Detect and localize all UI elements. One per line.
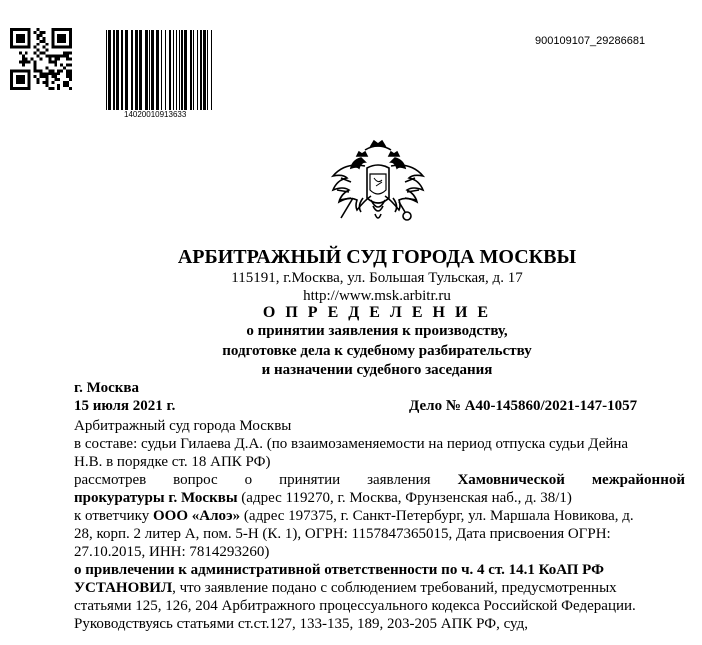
city: г. Москва xyxy=(74,380,139,396)
word: принятии xyxy=(279,472,341,488)
court-website: http://www.msk.arbitr.ru xyxy=(303,288,451,304)
body-line-11: статьями 125, 126, 204 Арбитражного процессуального кодекса Российской Федерации. xyxy=(74,598,636,614)
respondent-prefix: к ответчику xyxy=(74,508,153,524)
established-keyword: УСТАНОВИЛ xyxy=(74,580,173,596)
body-line-9: о привлечении к административной ответственности по ч. 4 ст. 14.1 КоАП РФ xyxy=(74,562,604,578)
body-line-8: 27.10.2015, ИНН: 7814293260) xyxy=(74,544,270,560)
decision-date: 15 июля 2021 г. xyxy=(74,398,176,414)
case-number: Дело № А40-145860/2021-147-1057 xyxy=(409,398,638,414)
court-name: АРБИТРАЖНЫЙ СУД ГОРОДА МОСКВЫ xyxy=(177,246,577,268)
body-line-10 xyxy=(74,580,617,597)
russian-double-headed-eagle-emblem-icon xyxy=(327,136,429,244)
body-line-3: Н.В. в порядке ст. 18 АПК РФ) xyxy=(74,454,271,470)
qr-code-icon xyxy=(10,28,72,90)
barcode-icon xyxy=(106,30,212,110)
body-line-4 xyxy=(74,472,685,489)
word: вопрос xyxy=(173,472,218,488)
court-address: 115191, г.Москва, ул. Большая Тульская, д. 17 xyxy=(231,270,523,286)
established-text: , что заявление подано с соблюдением требований, предусмотренных xyxy=(172,580,617,596)
subtitle-line-1: о принятии заявления к производству, xyxy=(246,323,508,339)
respondent-address: (адрес 197375, г. Санкт-Петербург, ул. Маршала Новикова, д. xyxy=(240,508,634,524)
body-line-1: Арбитражный суд города Москвы xyxy=(74,418,292,434)
applicant-name-part: Хамовнической xyxy=(457,472,565,488)
applicant-address: (адрес 119270, г. Москва, Фрунзенская наб., д. 38/1) xyxy=(237,490,572,506)
subtitle-line-2: подготовке дела к судебному разбирательству xyxy=(222,343,532,359)
body-line-7: 28, корп. 2 литер А, пом. 5-Н (К. 1), ОГРН: 1157847365015, Дата присвоения ОГРН: xyxy=(74,526,611,542)
body-line-5 xyxy=(74,490,572,507)
body-line-2: в составе: судьи Гилаева Д.А. (по взаимозаменяемости на период отпуска судьи Дейна xyxy=(74,436,629,452)
subtitle-line-3: и назначении судебного заседания xyxy=(261,362,493,378)
applicant-name-end: прокуратуры г. Москвы xyxy=(74,490,238,506)
body-line-12: Руководствуясь статьями ст.ст.127, 133-135, 189, 203-205 АПК РФ, суд, xyxy=(74,616,528,632)
respondent-name: ООО «Алоэ» xyxy=(153,508,241,524)
word: рассмотрев xyxy=(74,472,147,488)
word: о xyxy=(244,472,253,488)
document-id: 900109107_29286681 xyxy=(535,35,646,47)
applicant-name-part: межрайонной xyxy=(591,472,685,488)
barcode-number: 14020010913633 xyxy=(124,110,187,119)
document-type: О П Р Е Д Е Л Е Н И Е xyxy=(262,304,492,321)
body-line-6 xyxy=(74,508,634,525)
word: заявления xyxy=(367,472,431,488)
